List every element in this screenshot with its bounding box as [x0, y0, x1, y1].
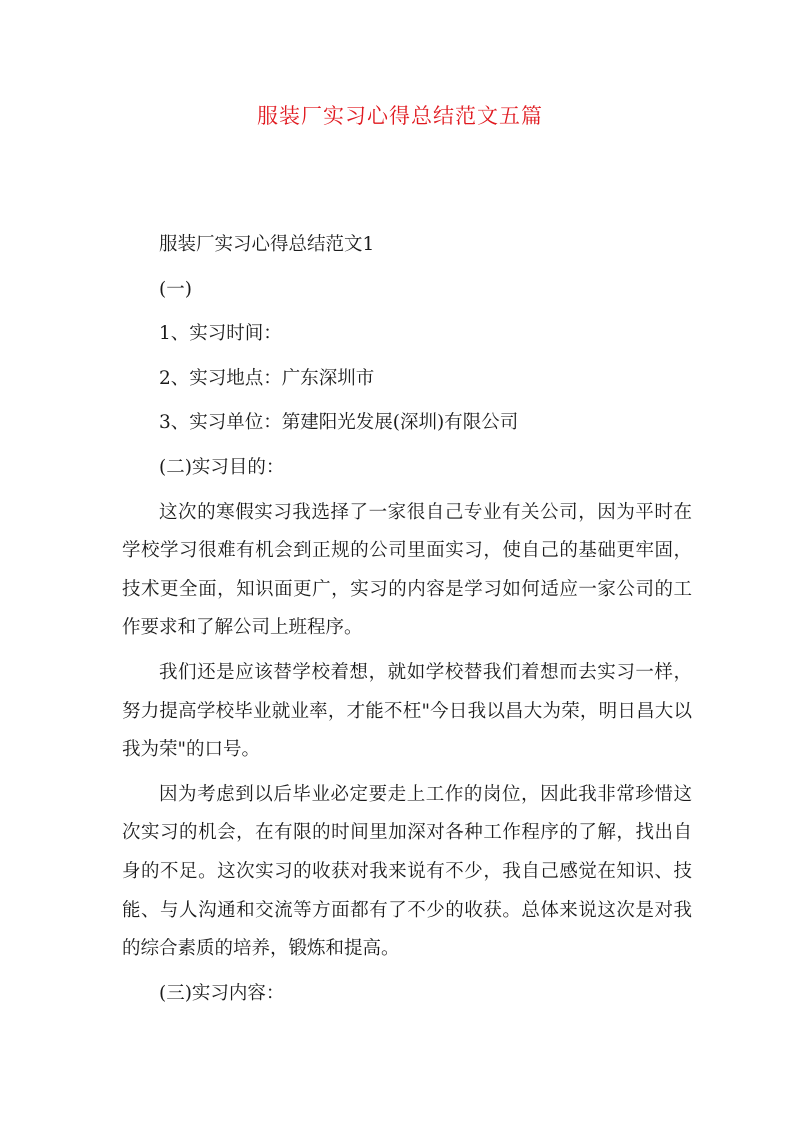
part-two-heading: (二)实习目的：: [159, 456, 285, 478]
paragraph-gains: 因为考虑到以后毕业必定要走上工作的岗位，因此我非常珍惜这次实习的机会，在有限的时间里加深对各种工作程序的了解，找出自身的不足。这次实习的收获对我来说有不少，我自己感觉在知识、技能、与人沟通和交流等方面都有了不少的收获。总体来说这次是对我的综合素质的培养，锻炼和提高。: [122, 783, 692, 960]
item-internship-place: 2、实习地点：广东深圳市: [159, 367, 375, 389]
item-internship-unit: 3、实习单位：第建阳光发展(深圳)有限公司: [159, 412, 519, 434]
part-one-heading: (一): [159, 278, 192, 300]
document-body: [122, 226, 692, 1013]
document-title: 服装厂实习心得总结范文五篇: [257, 104, 543, 128]
paragraph-purpose: 这次的寒假实习我选择了一家很自己专业有关公司，因为平时在学校学习很难有机会到正规的公司里面实习，使自己的基础更牢固，技术更全面，知识面更广，实习的内容是学习如何适应一家公司的工作要求和了解公司上班程序。: [122, 501, 692, 639]
part-three-heading: (三)实习内容：: [159, 982, 285, 1004]
item-internship-time: 1、实习时间：: [159, 323, 282, 345]
section-heading: 服装厂实习心得总结范文1: [159, 234, 375, 255]
paragraph-school: 我们还是应该替学校着想，就如学校替我们着想而去实习一样，努力提高学校毕业就业率，才能不枉"今日我以昌大为荣，明日昌大以我为荣"的口号。: [122, 661, 692, 761]
